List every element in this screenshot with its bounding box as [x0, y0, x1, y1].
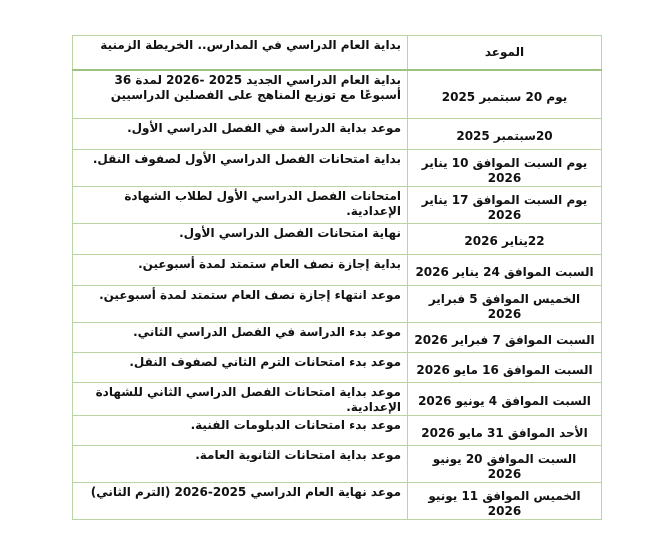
event-cell: موعد بداية امتحانات الفصل الدراسي الثاني للشهادة الإعدادية.: [73, 382, 408, 415]
table-row: [73, 149, 602, 186]
school-calendar-table: [72, 35, 602, 520]
date-cell: الخميس الموافق 11 يونيو 2026: [408, 482, 602, 519]
table-row: [73, 445, 602, 482]
table-row: [73, 482, 602, 519]
event-cell: موعد انتهاء إجازة نصف العام ستمتد لمدة أسبوعين.: [73, 285, 408, 322]
date-cell: يوم السبت الموافق 17 يناير 2026: [408, 186, 602, 223]
table-row: [73, 186, 602, 223]
date-cell: السبت الموافق 24 يناير 2026: [408, 254, 602, 285]
date-cell: يوم السبت الموافق 10 يناير 2026: [408, 149, 602, 186]
event-cell: بداية العام الدراسي الجديد 2025 -2026 لمدة 36 أسبوعًا مع توزيع المناهج على الفصلين الدراسيين: [73, 70, 408, 118]
header-date: الموعد: [408, 36, 602, 71]
date-cell: السبت الموافق 16 مايو 2026: [408, 352, 602, 382]
date-cell: السبت الموافق 4 يونيو 2026: [408, 382, 602, 415]
table-row: [73, 223, 602, 254]
table-row: [73, 382, 602, 415]
event-cell: بداية امتحانات الفصل الدراسي الأول لصفوف النقل.: [73, 149, 408, 186]
table-header-row: [73, 36, 602, 71]
table-row: [73, 118, 602, 149]
event-cell: موعد بدء الدراسة في الفصل الدراسي الثاني.: [73, 322, 408, 352]
table-row: [73, 352, 602, 382]
date-cell: 22يناير 2026: [408, 223, 602, 254]
table-row: [73, 415, 602, 445]
date-cell: 20سبتمبر 2025: [408, 118, 602, 149]
date-cell: السبت الموافق 7 فبراير 2026: [408, 322, 602, 352]
event-cell: موعد بدء امتحانات الدبلومات الفنية.: [73, 415, 408, 445]
event-cell: موعد بداية الدراسة في الفصل الدراسي الأول.: [73, 118, 408, 149]
date-cell: الأحد الموافق 31 مايو 2026: [408, 415, 602, 445]
date-cell: يوم 20 سبتمبر 2025: [408, 70, 602, 118]
event-cell: موعد بدء امتحانات الترم الثاني لصفوف النقل.: [73, 352, 408, 382]
date-cell: الخميس الموافق 5 فبراير 2026: [408, 285, 602, 322]
date-cell: السبت الموافق 20 يونيو 2026: [408, 445, 602, 482]
header-event: بداية العام الدراسي في المدارس.. الخريطة الزمنية: [73, 36, 408, 71]
table-row: [73, 322, 602, 352]
event-cell: موعد نهاية العام الدراسي 2025-2026 (الترم الثاني): [73, 482, 408, 519]
table-row: [73, 70, 602, 118]
table-row: [73, 254, 602, 285]
event-cell: بداية إجازة نصف العام ستمتد لمدة أسبوعين.: [73, 254, 408, 285]
event-cell: نهاية امتحانات الفصل الدراسي الأول.: [73, 223, 408, 254]
event-cell: امتحانات الفصل الدراسي الأول لطلاب الشهادة الإعدادية.: [73, 186, 408, 223]
event-cell: موعد بداية امتحانات الثانوية العامة.: [73, 445, 408, 482]
table-row: [73, 285, 602, 322]
